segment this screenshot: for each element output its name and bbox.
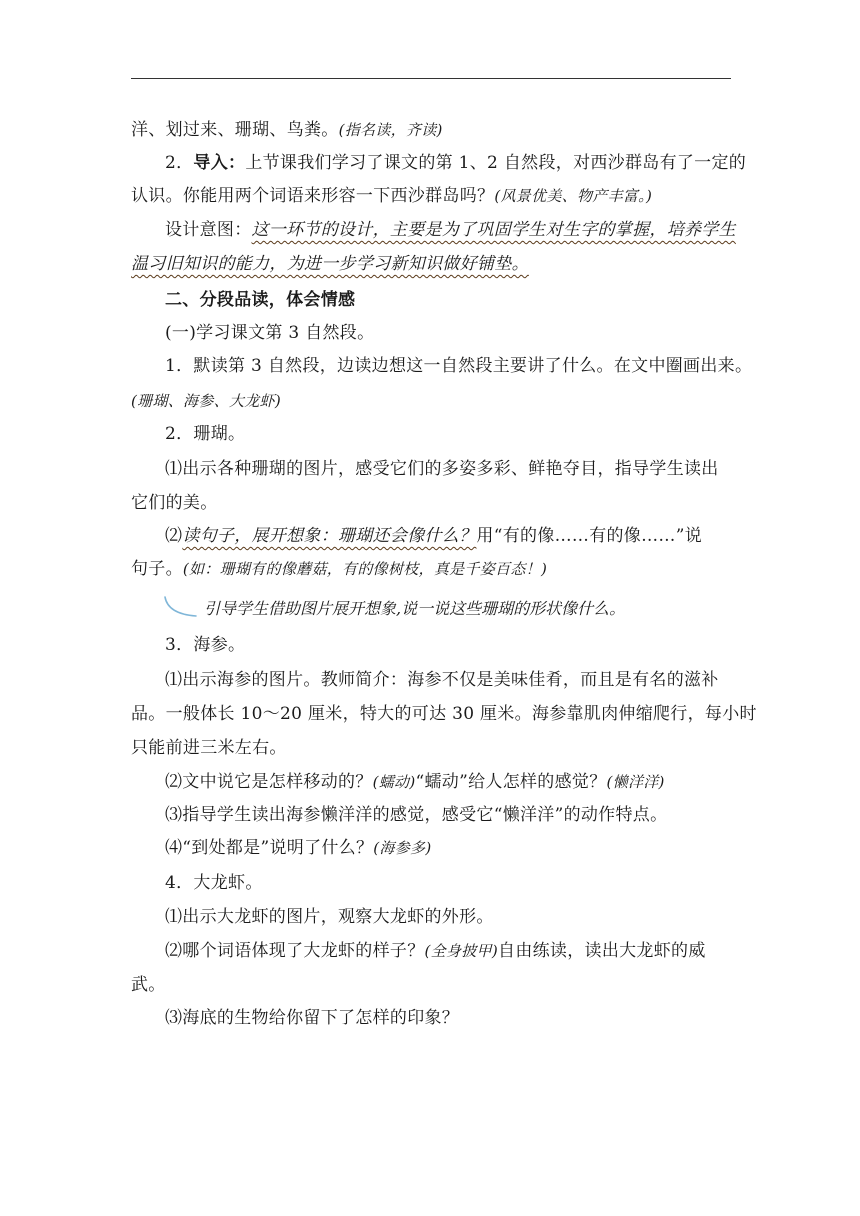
text-line: 2．珊瑚。 xyxy=(165,424,246,444)
section-heading: 二、分段品读，体会情感 xyxy=(165,290,356,310)
text-line: ⑵文中说它是怎样移动的？(蠕动)“蠕动”给人怎样的感觉？(懒洋洋) xyxy=(165,772,665,792)
text-line: ⑵哪个词语体现了大龙虾的样子？(全身披甲)自由练读，读出大龙虾的威 xyxy=(165,941,706,961)
text-line: ⑶海底的生物给你留下了怎样的印象？ xyxy=(165,1008,460,1028)
header-rule xyxy=(131,78,731,79)
text-line: ⑵读句子，展开想象：珊瑚还会像什么？用“有的像……有的像……”说 xyxy=(165,526,703,546)
text-line: 洋、划过来、珊瑚、鸟粪。(指名读，齐读) xyxy=(131,120,443,140)
text-line: 3．海参。 xyxy=(165,635,246,655)
design-intent-line: 设计意图：这一环节的设计，主要是为了巩固学生对生字的掌握，培养学生 xyxy=(165,220,736,240)
text-line: 只能前进三米左右。 xyxy=(131,738,287,758)
text-line: (一)学习课文第 3 自然段。 xyxy=(165,323,375,343)
design-intent-label: 设计意图： xyxy=(165,220,252,240)
text-line: 武。 xyxy=(131,975,166,995)
answer-note: (风景优美、物产丰富。) xyxy=(494,187,653,205)
text-line: 句子。(如：珊瑚有的像蘑菇，有的像树枝，真是千姿百态！) xyxy=(131,559,548,579)
text-line: 4．大龙虾。 xyxy=(165,873,263,893)
text-line: 1．默读第 3 自然段，边读边想这一自然段主要讲了什么。在文中圈画出来。 xyxy=(165,356,753,376)
text-line: 它们的美。 xyxy=(131,493,218,513)
text-line: ⑴出示大龙虾的图片，观察大龙虾的外形。 xyxy=(165,907,494,927)
text-line: 认识。你能用两个词语来形容一下西沙群岛吗？(风景优美、物产丰富。) xyxy=(131,186,653,206)
text-line: 品。一般体长 10～20 厘米，特大的可达 30 厘米。海参靠肌肉伸缩爬行，每小时 xyxy=(131,704,757,724)
text-line: 2．导入：上节课我们学习了课文的第 1、2 自然段，对西沙群岛有了一定的 xyxy=(165,153,747,173)
text-line: ⑶指导学生读出海参懒洋洋的感觉，感受它“懒洋洋”的动作特点。 xyxy=(165,805,668,825)
label-import: 导入： xyxy=(193,153,246,173)
answer-note: (如：珊瑚有的像蘑菇，有的像树枝，真是千姿百态！) xyxy=(182,560,548,578)
text-line: ⑴出示各种珊瑚的图片，感受它们的多姿多彩、鲜艳夺目，指导学生读出 xyxy=(165,459,719,479)
answer-note: (珊瑚、海参、大龙虾) xyxy=(131,392,282,410)
margin-note: 引导学生借助图片展开想象,说一说这些珊瑚的形状像什么。 xyxy=(204,599,626,618)
answer-note: (指名读，齐读) xyxy=(338,121,443,139)
annotation-hook-icon xyxy=(162,594,202,620)
design-intent-line: 温习旧知识的能力，为进一步学习新知识做好铺垫。 xyxy=(131,254,529,274)
text-line: ⑷“到处都是”说明了什么？(海参多) xyxy=(165,838,432,858)
text-line: ⑴出示海参的图片。教师简介：海参不仅是美味佳肴，而且是有名的滋补 xyxy=(165,670,719,690)
